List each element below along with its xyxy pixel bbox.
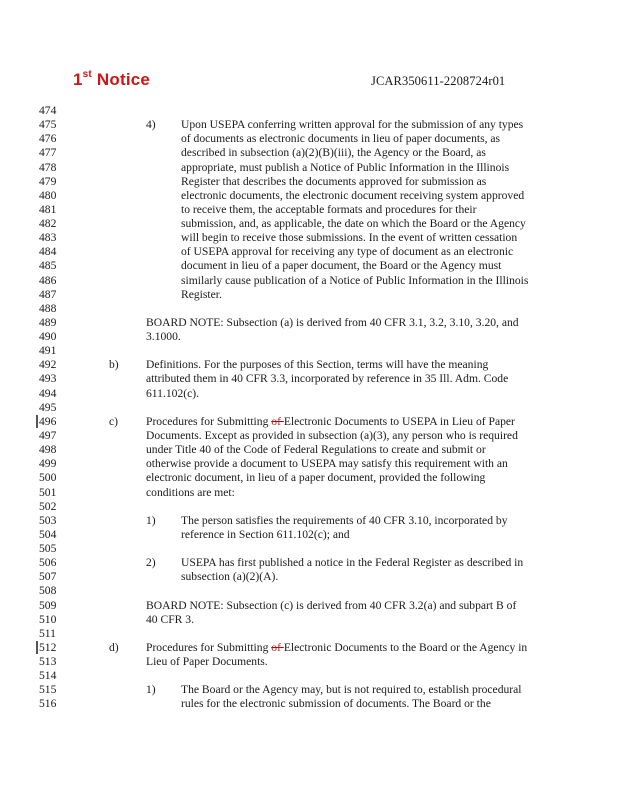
line-text: to receive them, the acceptable formats and procedures for their [181,202,477,216]
document-line [0,203,618,217]
document-line [0,457,618,471]
line-number: 477 [39,146,57,160]
document-line [0,217,618,231]
document-line [0,401,618,415]
line-number: 489 [39,315,57,329]
line-text: The Board or the Agency may, but is not required to, establish procedural [181,683,522,697]
document-line [0,245,618,259]
line-text: described in subsection (a)(2)(B)(iii), the Agency or the Board, as [181,146,486,160]
line-number: 500 [39,471,57,485]
line-number: 501 [39,485,57,499]
subsection-label: 1) [146,683,156,697]
line-number: 504 [39,527,57,541]
line-text: Definitions. For the purposes of this Section, terms will have the meaning [146,358,489,372]
line-text: Lieu of Paper Documents. [146,655,268,669]
document-line [0,641,618,655]
line-number: 485 [39,259,57,273]
document-line [0,161,618,175]
line-number: 488 [39,301,57,315]
document-line [0,259,618,273]
subsection-label: d) [109,640,119,654]
document-line [0,104,618,118]
document-line [0,599,618,613]
subsection-label: 4) [146,118,156,132]
line-number: 499 [39,457,57,471]
line-text: of documents as electronic documents in lieu of paper documents, as [181,132,501,146]
subsection-label: c) [109,414,119,428]
line-text: appropriate, must publish a Notice of Public Information in the Illinois [181,160,510,174]
document-line [0,528,618,542]
document-line [0,697,618,711]
line-number: 515 [39,683,57,697]
line-number: 498 [39,443,57,457]
line-number: 483 [39,231,57,245]
line-text: of USEPA approval for receiving any type of document as an electronic [181,245,514,259]
line-text-after: Electronic Documents to the Board or the Agency in [283,640,528,654]
document-line [0,655,618,669]
line-number: 508 [39,584,57,598]
document-line [0,302,618,316]
line-number: 476 [39,132,57,146]
line-text: electronic documents, the electronic document receiving system approved [181,188,525,202]
line-number: 479 [39,174,57,188]
document-line [0,500,618,514]
line-number: 481 [39,202,57,216]
line-text: conditions are met: [146,485,235,499]
line-number: 516 [39,697,57,711]
document-line [0,372,618,386]
document-line [0,556,618,570]
line-text [146,415,515,429]
line-text: USEPA has first published a notice in the Federal Register as described in [181,556,524,570]
document-line [0,584,618,598]
line-text: Register that describes the documents approved for submission as [181,174,487,188]
document-line [0,274,618,288]
document-line [0,330,618,344]
line-number: 510 [39,612,57,626]
line-number: 478 [39,160,57,174]
line-number: 480 [39,188,57,202]
line-text-before: Procedures for Submitting [146,414,272,428]
document-line [0,415,618,429]
revision-marker [36,641,38,654]
document-line [0,683,618,697]
line-number: 484 [39,245,57,259]
line-number: 486 [39,273,57,287]
subsection-label: 1) [146,513,156,527]
revision-marker [36,415,38,428]
document-line [0,316,618,330]
line-text-before: Procedures for Submitting [146,640,272,654]
line-number: 491 [39,344,57,358]
document-id: JCAR350611-2208724r01 [371,74,506,88]
line-text: 40 CFR 3. [146,612,194,626]
document-line [0,358,618,372]
line-text: The person satisfies the requirements of 40 CFR 3.10, incorporated by [181,513,508,527]
document-line [0,132,618,146]
subsection-label: b) [109,358,119,372]
line-number: 496 [39,414,57,428]
line-text: subsection (a)(2)(A). [181,570,279,584]
struck-text: of [271,640,284,654]
document-line [0,429,618,443]
line-text: Upon USEPA conferring written approval for the submission of any types [181,118,524,132]
notice-heading: 1st Notice [73,69,151,89]
subsection-label: 2) [146,556,156,570]
line-text: attributed them in 40 CFR 3.3, incorporated by reference in 35 Ill. Adm. Code [146,372,509,386]
line-text: BOARD NOTE: Subsection (a) is derived from 40 CFR 3.1, 3.2, 3.10, 3.20, and [146,315,519,329]
line-number: 494 [39,386,57,400]
line-number: 495 [39,400,57,414]
line-number: 474 [39,104,57,117]
line-text: will begin to receive those submissions. In the event of written cessation [181,231,518,245]
line-text [146,641,527,655]
line-number: 513 [39,655,57,669]
line-text: submission, and, as applicable, the date on which the Board or the Agency [181,217,526,231]
line-number: 490 [39,330,57,344]
line-text: document in lieu of a paper document, the Board or the Agency must [181,259,502,273]
line-number: 514 [39,669,57,683]
line-text: under Title 40 of the Code of Federal Regulations to create and submit or [146,443,486,457]
line-number: 493 [39,372,57,386]
document-line [0,613,618,627]
line-text: Documents. Except as provided in subsection (a)(3), any person who is required [146,428,518,442]
document-line [0,669,618,683]
document-line [0,344,618,358]
line-number: 512 [39,640,57,654]
line-text: 611.102(c). [146,386,200,400]
line-text: rules for the electronic submission of documents. The Board or the [181,697,491,711]
line-number: 497 [39,428,57,442]
line-text: Register. [181,287,222,301]
document-line [0,189,618,203]
document-line [0,514,618,528]
line-text: similarly cause publication of a Notice of Public Information in the Illinois [181,273,529,287]
document-line [0,486,618,500]
line-text: otherwise provide a document to USEPA may satisfy this requirement with an [146,457,508,471]
line-number: 507 [39,570,57,584]
line-number: 505 [39,542,57,556]
document-line [0,387,618,401]
line-text-after: Electronic Documents to USEPA in Lieu of Paper [283,414,515,428]
document-line [0,443,618,457]
line-number: 506 [39,556,57,570]
line-text: BOARD NOTE: Subsection (c) is derived from 40 CFR 3.2(a) and subpart B of [146,598,517,612]
document-line [0,627,618,641]
line-number: 503 [39,513,57,527]
line-number: 509 [39,598,57,612]
document-line [0,118,618,132]
line-number: 482 [39,217,57,231]
document-line [0,146,618,160]
document-line [0,570,618,584]
document-line [0,288,618,302]
struck-text: of [271,414,284,428]
document-line [0,542,618,556]
line-text: electronic document, in lieu of a paper document, provided the following [146,471,486,485]
line-number: 502 [39,499,57,513]
line-number: 511 [39,626,56,640]
line-number: 492 [39,358,57,372]
line-number: 487 [39,287,57,301]
document-line [0,175,618,189]
document-line [0,471,618,485]
document-line [0,231,618,245]
line-text: reference in Section 611.102(c); and [181,527,350,541]
line-text: 3.1000. [146,330,181,344]
line-number: 475 [39,118,57,132]
